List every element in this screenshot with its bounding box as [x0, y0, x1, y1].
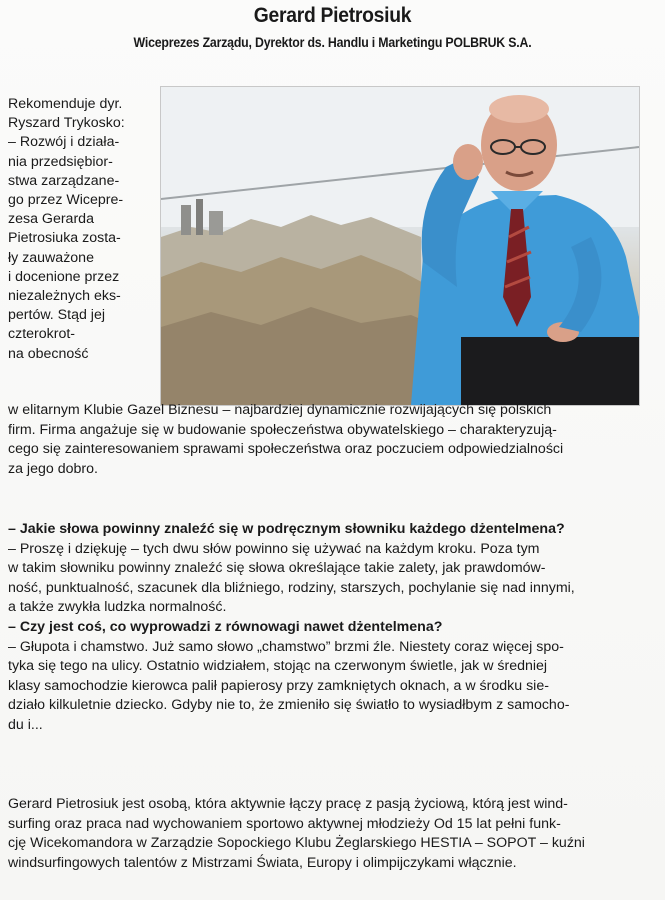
bio-line: Gerard Pietrosiuk jest osobą, która aktywnie łączy pracę z pasją życiową, którą jest wind- — [8, 796, 568, 812]
intro-line: nia przedsiębior- — [8, 153, 113, 170]
answer-line: – Głupota i chamstwo. Już samo słowo „chamstwo” brzmi źle. Niestety coraz więcej spo- — [8, 638, 564, 655]
intro-line: Rekomenduje dyr. — [8, 96, 123, 112]
interview-section — [8, 520, 658, 736]
answer-line: tyka się tego na ulicy. Ostatnio widziałem, stojąc na czerwonym świetle, jak w średniej — [8, 658, 548, 675]
answer-line: – Proszę i dziękuję – tych dwu słów powinno się używać na każdym kroku. Poza tym — [8, 540, 540, 557]
intro-line: i docenione przez — [8, 268, 120, 285]
bio-line: surfing oraz praca nad wychowaniem sportowo aktywnej młodzieży Od 15 lat pełni funk- — [8, 815, 561, 832]
intro-column — [8, 95, 158, 364]
intro-line: go przez Wicepre- — [8, 192, 124, 209]
answer-line: działo kilkuletnie dziecko. Gdyby nie to, że zmieniło się światło to wysiadłbym z samocho- — [8, 697, 570, 714]
portrait-illustration — [161, 87, 639, 405]
page-title: Gerard Pietrosiuk — [253, 4, 412, 27]
portrait-photo — [160, 86, 640, 406]
intro-line: – Rozwój i działa- — [8, 134, 120, 151]
answer-line: du i... — [8, 716, 43, 733]
answer-line: klasy samochodzie kierowca palił papierosy przy zamkniętych oknach, a w środku sie- — [8, 677, 549, 694]
body-line: za jego dobro. — [8, 460, 98, 477]
question-line: – Czy jest coś, co wyprowadzi z równowagi nawet dżentelmena? — [8, 618, 443, 635]
answer-line: w takim słowniku powinny znaleźć się słowa określające takie zalety, jak prawdomów- — [8, 560, 546, 577]
intro-continuation — [8, 401, 658, 479]
body-line: firm. Firma angażuje się w budowanie społeczeństwa obywatelskiego – charakteryzują- — [8, 421, 557, 438]
intro-line: stwa zarządzane- — [8, 172, 120, 189]
bio-line: cję Wicekomandora w Zarządzie Sopockiego Klubu Żeglarskiego HESTIA – SOPOT – kuźni — [8, 835, 585, 852]
intro-line: czterokrot- — [8, 326, 76, 343]
answer-line: ność, punktualność, szacunek dla bliźniego, rodziny, starszych, pochylanie się nad innymi, — [8, 579, 575, 596]
question-line: – Jakie słowa powinny znaleźć się w podręcznym słowniku każdego dżentelmena? — [8, 521, 565, 537]
intro-line: ły zauważone — [8, 249, 94, 266]
intro-line: Ryszard Trykosko: — [8, 115, 125, 132]
intro-line: pertów. Stąd jej — [8, 307, 106, 324]
body-line: cego się zainteresowaniem sprawami społeczeństwa oraz poczuciem odpowiedzialności — [8, 441, 564, 458]
answer-line: a także zwykła ludzka normalność. — [8, 599, 227, 616]
intro-line: niezależnych eks- — [8, 288, 121, 305]
bio-line: windsurfingowych talentów z Mistrzami Świata, Europy i olimpijczykami włącznie. — [8, 854, 517, 871]
intro-line: na obecność — [8, 345, 89, 362]
page-subtitle: Wiceprezes Zarządu, Dyrektor ds. Handlu i Marketingu POLBRUK S.A. — [133, 35, 532, 50]
intro-line: Pietrosiuka zosta- — [8, 230, 121, 247]
body-line: w elitarnym Klubie Gazel Biznesu – najbardziej dynamicznie rozwijających się polskich — [8, 402, 552, 418]
intro-line: zesa Gerarda — [8, 211, 94, 228]
bio-section — [8, 795, 658, 873]
